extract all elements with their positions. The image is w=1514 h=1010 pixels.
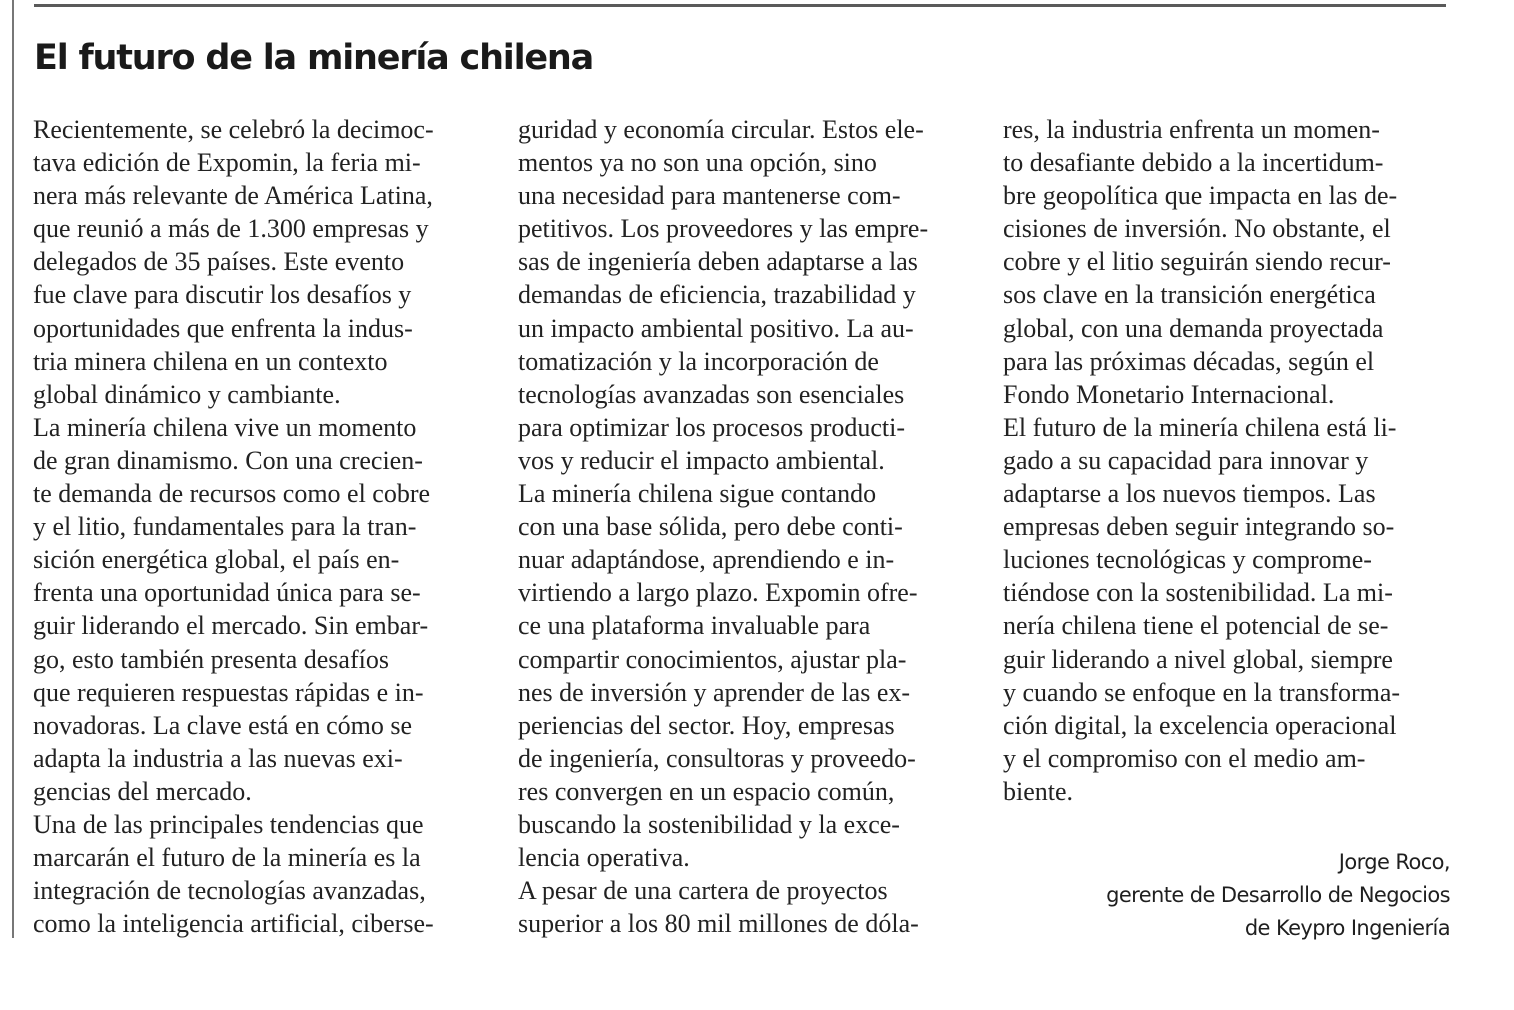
top-divider <box>34 4 1446 7</box>
text-line: virtiendo a largo plazo. Expomin ofre- <box>518 578 918 608</box>
text-line: guir liderando a nivel global, siempre <box>1003 644 1393 674</box>
text-line: de gran dinamismo. Con una crecien- <box>33 445 423 475</box>
text-line: nería chilena tiene el potencial de se- <box>1003 611 1389 641</box>
text-line: global, con una demanda proyectada <box>1003 313 1384 343</box>
text-line: mentos ya no son una opción, sino <box>518 148 877 178</box>
text-line: gencias del mercado. <box>33 776 252 806</box>
text-line: tria minera chilena en un contexto <box>33 346 388 376</box>
article-column-3 <box>1003 113 1463 808</box>
text-line: frenta una oportunidad única para se- <box>33 578 421 608</box>
text-line: una necesidad para mantenerse com- <box>518 181 901 211</box>
text-line: periencias del sector. Hoy, empresas <box>518 710 895 740</box>
text-line: cisiones de inversión. No obstante, el <box>1003 214 1391 244</box>
text-line: El futuro de la minería chilena está li- <box>1003 412 1397 442</box>
text-line: adapta la industria a las nuevas exi- <box>33 743 403 773</box>
text-line: Recientemente, se celebró la decimoc- <box>33 115 434 144</box>
text-line: de ingeniería, consultoras y proveedo- <box>518 743 916 773</box>
text-line: novadoras. La clave está en cómo se <box>33 710 413 740</box>
author-signature <box>1106 846 1450 945</box>
text-line: lencia operativa. <box>518 843 690 873</box>
text-line: vos y reducir el impacto ambiental. <box>518 445 885 475</box>
text-line: La minería chilena vive un momento <box>33 412 417 442</box>
text-line: gado a su capacidad para innovar y <box>1003 445 1369 475</box>
text-line: buscando la sostenibilidad y la exce- <box>518 809 900 839</box>
text-line: tiéndose con la sostenibilidad. La mi- <box>1003 578 1393 608</box>
text-line: que requieren respuestas rápidas e in- <box>33 677 424 707</box>
author-company: de Keypro Ingeniería <box>1244 916 1450 940</box>
text-line: res, la industria enfrenta un momen- <box>1003 115 1380 144</box>
text-line: sas de ingeniería deben adaptarse a las <box>518 247 918 277</box>
text-line: te demanda de recursos como el cobre <box>33 479 431 509</box>
text-line: con una base sólida, pero debe conti- <box>518 512 903 542</box>
text-line: global dinámico y cambiante. <box>33 379 341 409</box>
text-line: tomatización y la incorporación de <box>518 346 879 376</box>
text-line: y cuando se enfoque en la transforma- <box>1003 677 1401 707</box>
text-line: como la inteligencia artificial, ciberse- <box>33 909 434 939</box>
text-line: cobre y el litio seguirán siendo recur- <box>1003 247 1391 277</box>
text-line: superior a los 80 mil millones de dóla- <box>518 909 919 939</box>
text-line: res convergen en un espacio común, <box>518 776 895 806</box>
article-title: El futuro de la minería chilena <box>34 38 594 78</box>
text-line: integración de tecnologías avanzadas, <box>33 876 426 906</box>
text-line: ce una plataforma invaluable para <box>518 611 871 641</box>
text-line: demandas de eficiencia, trazabilidad y <box>518 280 916 310</box>
text-line: go, esto también presenta desafíos <box>33 644 389 674</box>
text-line: tava edición de Expomin, la feria mi- <box>33 148 421 178</box>
text-line: nera más relevante de América Latina, <box>33 181 433 211</box>
text-line: adaptarse a los nuevos tiempos. Las <box>1003 479 1376 509</box>
article-column-1 <box>33 113 493 940</box>
text-line: compartir conocimientos, ajustar pla- <box>518 644 907 674</box>
text-line: que reunió a más de 1.300 empresas y <box>33 214 429 244</box>
text-line: y el litio, fundamentales para la tran- <box>33 512 417 542</box>
text-line: nes de inversión y aprender de las ex- <box>518 677 911 707</box>
text-line: sos clave en la transición energética <box>1003 280 1376 310</box>
text-line: bre geopolítica que impacta en las de- <box>1003 181 1398 211</box>
text-line: ción digital, la excelencia operacional <box>1003 710 1397 740</box>
article-column-2 <box>518 113 978 940</box>
text-line: biente. <box>1003 776 1074 806</box>
text-line: marcarán el futuro de la minería es la <box>33 843 421 873</box>
left-divider <box>12 0 14 938</box>
text-line: A pesar de una cartera de proyectos <box>518 876 888 906</box>
text-line: nuar adaptándose, aprendiendo e in- <box>518 545 895 575</box>
text-line: to desafiante debido a la incertidum- <box>1003 148 1384 178</box>
text-line: un impacto ambiental positivo. La au- <box>518 313 914 343</box>
text-line: guridad y economía circular. Estos ele- <box>518 115 924 144</box>
text-line: oportunidades que enfrenta la indus- <box>33 313 413 343</box>
text-line: para optimizar los procesos producti- <box>518 412 905 442</box>
text-line: sición energética global, el país en- <box>33 545 400 575</box>
text-line: Una de las principales tendencias que <box>33 809 424 839</box>
text-line: delegados de 35 países. Este evento <box>33 247 405 277</box>
text-line: La minería chilena sigue contando <box>518 479 877 509</box>
text-line: para las próximas décadas, según el <box>1003 346 1375 376</box>
text-line: guir liderando el mercado. Sin embar- <box>33 611 429 641</box>
text-line: tecnologías avanzadas son esenciales <box>518 379 905 409</box>
text-line: empresas deben seguir integrando so- <box>1003 512 1395 542</box>
author-name: Jorge Roco, <box>1338 850 1450 874</box>
author-role: gerente de Desarrollo de Negocios <box>1106 883 1450 907</box>
text-line: luciones tecnológicas y comprome- <box>1003 545 1372 575</box>
text-line: Fondo Monetario Internacional. <box>1003 379 1335 409</box>
text-line: petitivos. Los proveedores y las empre- <box>518 214 929 244</box>
text-line: fue clave para discutir los desafíos y <box>33 280 412 310</box>
text-line: y el compromiso con el medio am- <box>1003 743 1366 773</box>
